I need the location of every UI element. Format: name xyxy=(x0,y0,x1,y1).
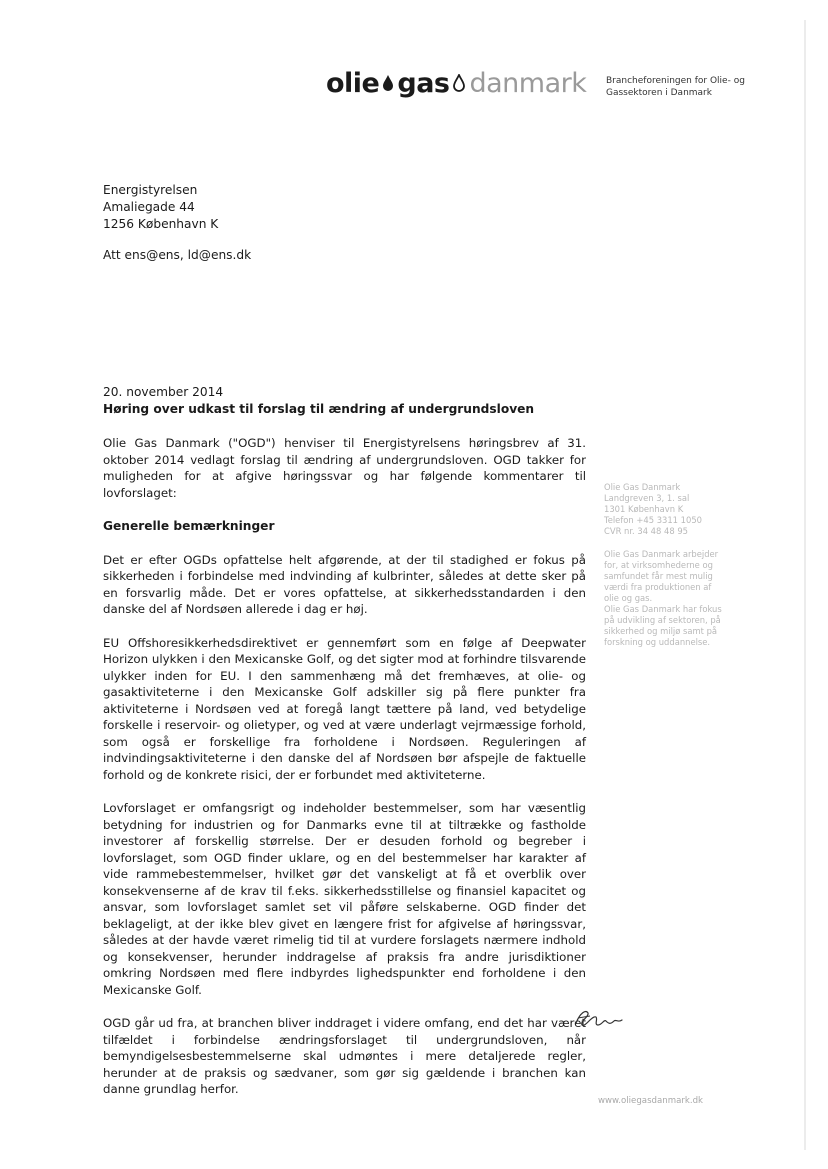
address-line: Energistyrelsen xyxy=(103,183,198,197)
sidebar-contact xyxy=(604,482,739,537)
logo-word-olie: olie xyxy=(326,68,380,99)
sidebar-line: samfundet får mest mulig xyxy=(604,571,713,581)
sidebar-line: 1301 København K xyxy=(604,504,684,514)
address-line: 1256 København K xyxy=(103,217,219,231)
address-line: Amaliegade 44 xyxy=(103,200,195,214)
letter-date: 20. november 2014 xyxy=(103,385,224,399)
letter-body xyxy=(103,435,586,1115)
letter-subject: Høring over udkast til forslag til ændring af undergrundsloven xyxy=(103,402,535,416)
logo-word-danmark: danmark xyxy=(469,68,587,99)
sidebar-line: forskning og uddannelse. xyxy=(604,637,711,647)
page-edge xyxy=(804,20,806,1150)
logo-word-gas: gas xyxy=(397,68,450,99)
tagline-line: Brancheforeningen for Olie- og xyxy=(606,76,745,86)
recipient-address xyxy=(103,182,218,233)
body-paragraph: Lovforslaget er omfangsrigt og indeholder bestemmelser, som har væsentlig betydning for industrien og for Danmarks evne til at tiltrække og fastholde investorer af forskellig størrelse. Der er desuden forhold og begreber i lovforslaget, som OGD finder uklare, og en del bestemmelser har karakter af vide rammebestemmelser, hvilket gør det vanskeligt at få et overblik over konsekvenserne af de krav til f.eks. sikkerhedsstillelse og finansiel kapacitet og ansvar, som lovforslaget samlet set vil påføre selskaberne. OGD finder det beklageligt, at der ikke blev givet en længere frist for afgivelse af høringssvar, således at der havde været rimelig tid til at vurdere forslagets nærmere indhold og konsekvenser, herunder inddragelse af praksis fra andre jurisdiktioner omkring Nordsøen med flere indbyrdes lighedspunkter end forholdene i den Mexicanske Golf. xyxy=(103,801,586,997)
letterhead-tagline xyxy=(606,75,766,99)
sidebar-line: for, at virksomhederne og xyxy=(604,560,713,570)
intro-paragraph: Olie Gas Danmark ("OGD") henviser til Energistyrelsens høringsbrev af 31. oktober 2014 vedlagt forslag til ændring af undergrundsloven. OGD takker for muligheden for at afgive høringssvar og har følgende kommentarer til lovforslaget: xyxy=(103,436,586,500)
sidebar-about xyxy=(604,549,739,648)
body-paragraph: Det er efter OGDs opfattelse helt afgørende, at der til stadighed er fokus på sikkerheden i forbindelse med indvinding af kulbrinter, således at dette sker på en forsvarlig måde. Det er vores opfattelse, at sikkerhedsstandarden i den danske del af Nordsøen allerede i dag er høj. xyxy=(103,552,586,616)
sidebar-line: olie og gas. xyxy=(604,593,653,603)
sidebar-info xyxy=(604,482,739,660)
company-logo xyxy=(326,68,586,108)
attention-line: Att ens@ens, ld@ens.dk xyxy=(103,248,252,262)
footer-website: www.oliegasdanmark.dk xyxy=(598,1096,704,1106)
sidebar-line: Olie Gas Danmark arbejder xyxy=(604,549,719,559)
section-heading: Generelle bemærkninger xyxy=(103,519,275,533)
tagline-line: Gassektoren i Danmark xyxy=(606,88,712,98)
gas-flame-icon xyxy=(453,68,465,86)
sidebar-line: sikkerhed og miljø samt på xyxy=(604,626,718,636)
handwritten-signature xyxy=(570,1003,626,1031)
sidebar-line: Olie Gas Danmark har fokus xyxy=(604,604,722,614)
sidebar-line: Landgreven 3, 1. sal xyxy=(604,493,690,503)
sidebar-line: Olie Gas Danmark xyxy=(604,482,681,492)
sidebar-line: Telefon +45 3311 1050 xyxy=(604,515,702,525)
sidebar-line: værdi fra produktionen af xyxy=(604,582,712,592)
body-paragraph: OGD går ud fra, at branchen bliver inddraget i videre omfang, end det har været tilfældet i forbindelse ændringsforslaget til undergrundsloven, når bemyndigelsesbestemmelserne skal udmøntes i mere detaljerede regler, herunder at de praksis og sædvaner, som gør sig gældende i branchen kan danne grundlag herfor. xyxy=(103,1016,586,1096)
body-paragraph: EU Offshoresikkerhedsdirektivet er gennemført som en følge af Deepwater Horizon ulykken i den Mexicanske Golf, og det sigter mod at forhindre tilsvarende ulykker inden for EU. I den sammenhæng må det fremhæves, at olie- og gasaktiviteterne i den Mexicanske Golf adskiller sig på flere punkter fra aktiviteterne i Nordsøen ved at foregå langt tættere på land, ved betydelige forskelle i reservoir- og olietyper, og ved at være underlagt vejrmæssige forhold, som også er forskellige fra forholdene i Nordsøen. Reguleringen af indvindingsaktiviteterne i den danske del af Nordsøen bør afspejle de faktuelle forhold og de konkrete risici, der er forbundet med aktiviteterne. xyxy=(103,635,586,782)
oil-drop-icon xyxy=(382,68,394,86)
sidebar-line: på udvikling af sektoren, på xyxy=(604,615,721,625)
sidebar-line: CVR nr. 34 48 48 95 xyxy=(604,526,688,536)
